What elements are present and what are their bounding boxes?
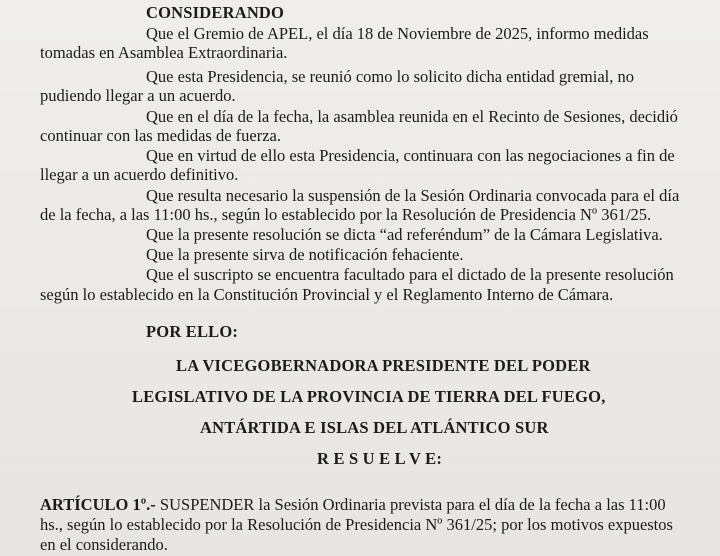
text-line: Que en el día de la fecha, la asamblea reunida en el Recinto de Sesiones, decidió: [146, 107, 678, 126]
text-line: pudiendo llegar a un acuerdo.: [40, 86, 236, 105]
articulo-text: SUSPENDER la Sesión Ordinaria prevista para el día de la fecha a las 11:00: [159, 495, 666, 514]
text-line: tomadas en Asamblea Extraordinaria.: [40, 43, 288, 62]
text-line: Que la presente resolución se dicta “ad referéndum” de la Cámara Legislativa.: [146, 225, 663, 244]
articulo-line: [40, 495, 666, 515]
text-line: Que la presente sirva de notificación fehaciente.: [146, 245, 464, 264]
authority-line: ANTÁRTIDA E ISLAS DEL ATLÁNTICO SUR: [200, 418, 549, 437]
text-line: según lo establecido en la Constitución Provincial y el Reglamento Interno de Cámara.: [40, 285, 614, 304]
considerando-heading: CONSIDERANDO: [146, 3, 285, 22]
resuelve-heading: R E S U E L V E:: [317, 449, 443, 468]
authority-line: LA VICEGOBERNADORA PRESIDENTE DEL PODER: [176, 356, 591, 375]
text-line: Que en virtud de ello esta Presidencia, continuara con las negociaciones a fin de: [146, 146, 675, 165]
text-line: continuar con las medidas de fuerza.: [40, 126, 281, 145]
por-ello-heading: POR ELLO:: [146, 322, 239, 341]
authority-line: LEGISLATIVO DE LA PROVINCIA DE TIERRA DEL FUEGO,: [132, 387, 606, 406]
text-line: en el considerando.: [40, 535, 168, 554]
text-line: Que esta Presidencia, se reunió como lo solicito dicha entidad gremial, no: [146, 67, 634, 86]
text-line: llegar a un acuerdo definitivo.: [40, 165, 239, 184]
text-line: hs., según lo establecido por la Resolución de Presidencia Nº 361/25; por los motivos expuestos: [40, 515, 673, 534]
text-line: Que resulta necesario la suspensión de la Sesión Ordinaria convocada para el día: [146, 186, 680, 205]
text-line: Que el Gremio de APEL, el día 18 de Noviembre de 2025, informo medidas: [146, 24, 649, 43]
text-line: de la fecha, a las 11:00 hs., según lo establecido por la Resolución de Presidencia Nº 361/25.: [40, 205, 652, 224]
text-line: Que el suscripto se encuentra facultado para el dictado de la presente resolución: [146, 265, 674, 284]
articulo-label: ARTÍCULO 1º.-: [40, 495, 156, 514]
